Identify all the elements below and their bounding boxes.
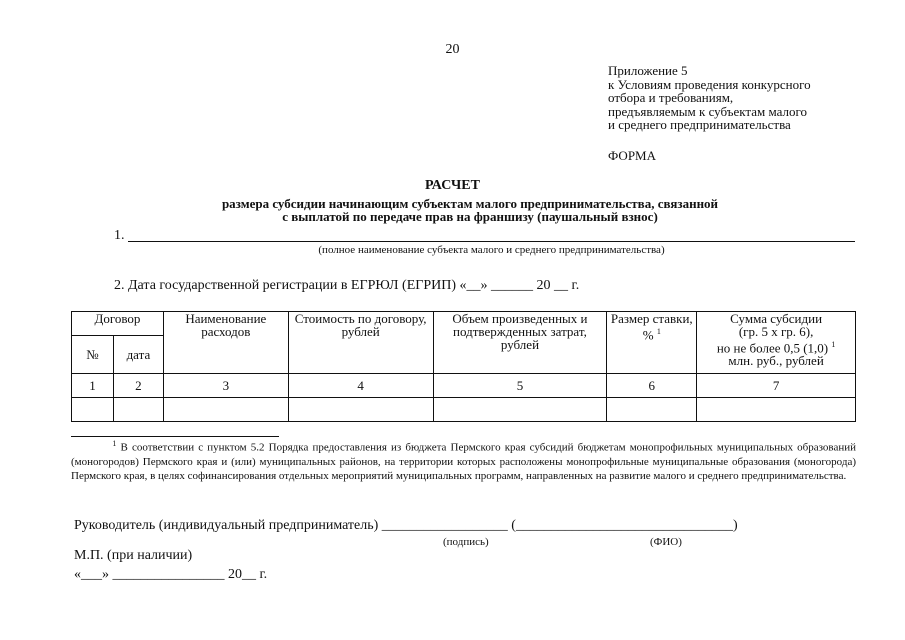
- subtitle-line: с выплатой по передаче прав на франшизу (паушальный взнос): [282, 209, 658, 224]
- appendix-line: отбора и требованиям,: [608, 90, 734, 105]
- document-subtitle: [150, 197, 790, 223]
- footnote: [71, 437, 856, 483]
- column-number: 5: [433, 374, 607, 398]
- footnote-text: В соответствии с пунктом 5.2 Порядка предоставления из бюджета Пермского края субсидий бюджетам монопрофильных муниципальных образований (моногородов) Пермского края и (или) муниципальных районов, на территории которых расположены монопрофильные муниципальные образования (моногорода) Пермского края, в целях софинансирования отдельных мероприятий муниципальных программ, направленных на развитие малого и среднего предпринимательства.: [71, 441, 857, 482]
- header-rate-text: Размер ставки, %: [610, 311, 693, 343]
- subtitle-line: размера субсидии начинающим субъектам малого предпринимательства, связанной: [221, 196, 719, 211]
- column-number: 6: [607, 374, 697, 398]
- empty-cell: [433, 398, 607, 422]
- column-number: 7: [697, 374, 856, 398]
- stamp-place: М.П. (при наличии): [74, 548, 193, 563]
- full-name-caption: (ФИО): [650, 536, 682, 548]
- appendix-line: и среднего предпринимательства: [608, 117, 791, 132]
- signature-date: «___» ________________ 20__ г.: [74, 567, 268, 582]
- registration-date-line: 2. Дата государственной регистрации в ЕГРЮЛ (ЕГРИП) «__» ______ 20 __ г.: [114, 278, 580, 293]
- appendix-line: Приложение 5: [608, 63, 688, 78]
- header-subsidy-sum: [697, 312, 856, 374]
- column-number: 1: [72, 374, 114, 398]
- table-row: [72, 374, 856, 398]
- header-contract: Договор: [72, 312, 164, 336]
- empty-cell: [72, 398, 114, 422]
- header-sum-line: Сумма субсидии: [730, 311, 823, 326]
- item1-number: 1.: [114, 228, 125, 243]
- form-label: ФОРМА: [608, 148, 656, 163]
- header-sum-footnote-mark: 1: [831, 340, 836, 349]
- footnote-mark: 1: [112, 439, 117, 448]
- column-number: 4: [288, 374, 433, 398]
- header-rate-footnote-mark: 1: [656, 327, 661, 336]
- header-rate: [607, 312, 697, 374]
- document-title: РАСЧЕТ: [425, 178, 480, 193]
- empty-cell: [697, 398, 856, 422]
- header-cost: Стоимость по договору, рублей: [288, 312, 433, 374]
- entity-name-line: [128, 241, 855, 242]
- empty-cell: [607, 398, 697, 422]
- empty-cell: [288, 398, 433, 422]
- header-sum-line: (гр. 5 х гр. 6),: [738, 324, 814, 339]
- header-sum-line: млн. руб., рублей: [728, 353, 824, 369]
- appendix-block: [608, 64, 811, 132]
- header-contract-number: №: [72, 336, 114, 374]
- header-contract-date: дата: [113, 336, 163, 374]
- table-row: [72, 398, 856, 422]
- signature-line: Руководитель (индивидуальный предприниматель) __________________ (_______________________________): [74, 518, 738, 533]
- signature-caption: (подпись): [443, 536, 489, 548]
- header-sum-line: но не более 0,5 (1,0) $^1$: [716, 340, 836, 356]
- empty-cell: [163, 398, 288, 422]
- column-number: 3: [163, 374, 288, 398]
- appendix-line: предъявляемым к субъектам малого: [608, 103, 808, 119]
- appendix-line: к Условиям проведения конкурсного: [608, 76, 811, 92]
- empty-cell: [113, 398, 163, 422]
- header-volume: Объем произведенных и подтвержденных затрат, рублей: [433, 312, 607, 374]
- header-expenses: Наименование расходов: [163, 312, 288, 374]
- column-number: 2: [113, 374, 163, 398]
- entity-name-caption: (полное наименование субъекта малого и среднего предпринимательства): [318, 244, 665, 256]
- calculation-table: [71, 311, 856, 422]
- page-number: 20: [445, 42, 460, 57]
